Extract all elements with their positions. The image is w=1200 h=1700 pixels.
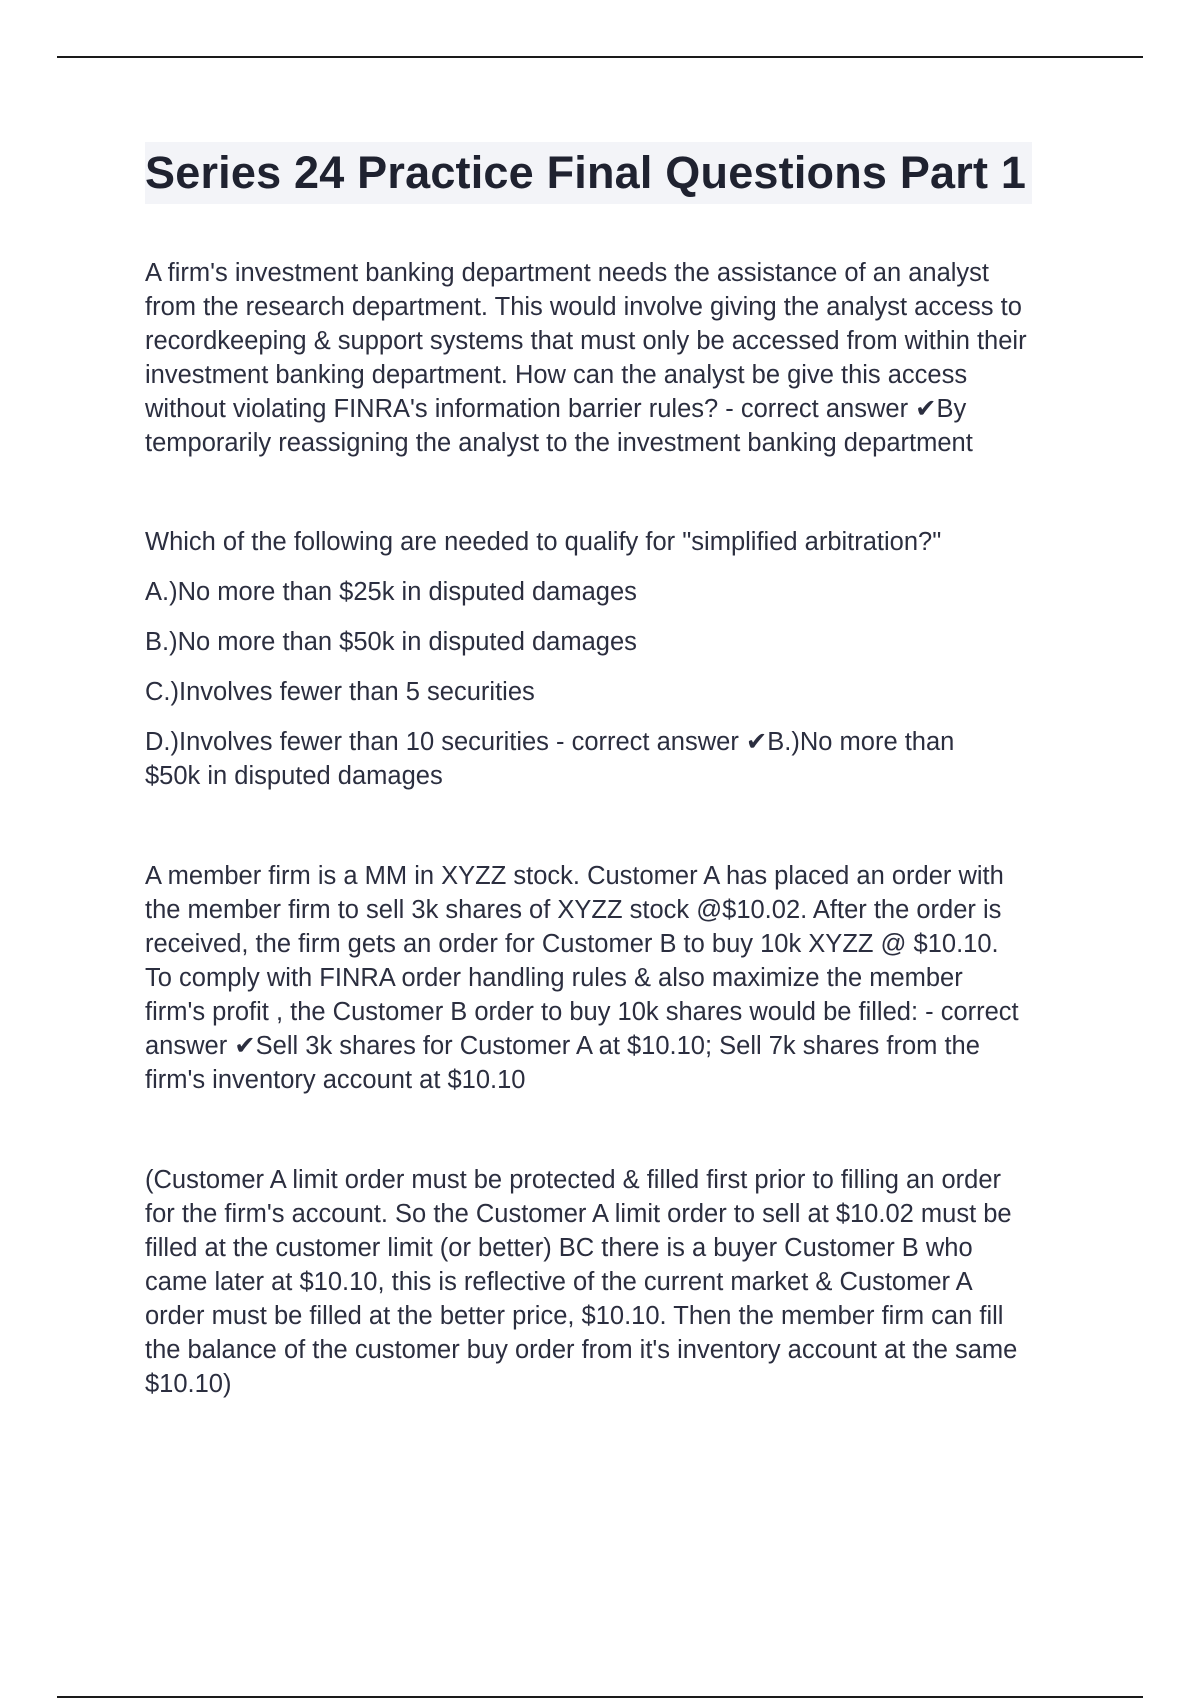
- bottom-rule: [57, 1696, 1143, 1698]
- page-title: Series 24 Practice Final Questions Part 1: [145, 142, 1032, 204]
- question-3: A member firm is a MM in XYZZ stock. Customer A has placed an order with the member firm to sell 3k shares of XYZZ stock @$10.02. After the order is received, the firm gets an order for Customer B to buy 10k XYZZ @ $10.10. To comply with FINRA order handling rules & also maximize the member firm's profit , the Customer B order to buy 10k shares would be filled: - correct answer ✔Sell 3k shares for Customer A at $10.10; Sell 7k shares from the firm's inventory account at $10.10: [145, 862, 1019, 1094]
- question-2: Which of the following are needed to qualify for "simplified arbitration?": [145, 528, 942, 556]
- option-c: C.)Involves fewer than 5 securities: [145, 678, 535, 706]
- option-b: B.)No more than $50k in disputed damages: [145, 628, 637, 656]
- option-a: A.)No more than $25k in disputed damages: [145, 578, 637, 606]
- explanation-paragraph: (Customer A limit order must be protected & filled first prior to filling an order for the firm's account. So the Customer A limit order to sell at $10.02 must be filled at the customer limit (or better) BC there is a buyer Customer B who came later at $10.10, this is reflective of the current market & Customer A order must be filled at the better price, $10.10. Then the member firm can fill the balance of the customer buy order from it's inventory account at the same $10.10): [145, 1166, 1018, 1398]
- document-body: [145, 142, 1095, 1401]
- question-1: A firm's investment banking department needs the assistance of an analyst from the research department. This would involve giving the analyst access to recordkeeping & support systems that must only be accessed from within their investment banking department. How can the analyst be give this access without violating FINRA's information barrier rules? - correct answer ✔By temporarily reassigning the analyst to the investment banking department: [145, 259, 1027, 457]
- top-rule: [57, 56, 1143, 58]
- option-d: D.)Involves fewer than 10 securities - correct answer ✔B.)No more than $50k in disputed damages: [145, 728, 955, 790]
